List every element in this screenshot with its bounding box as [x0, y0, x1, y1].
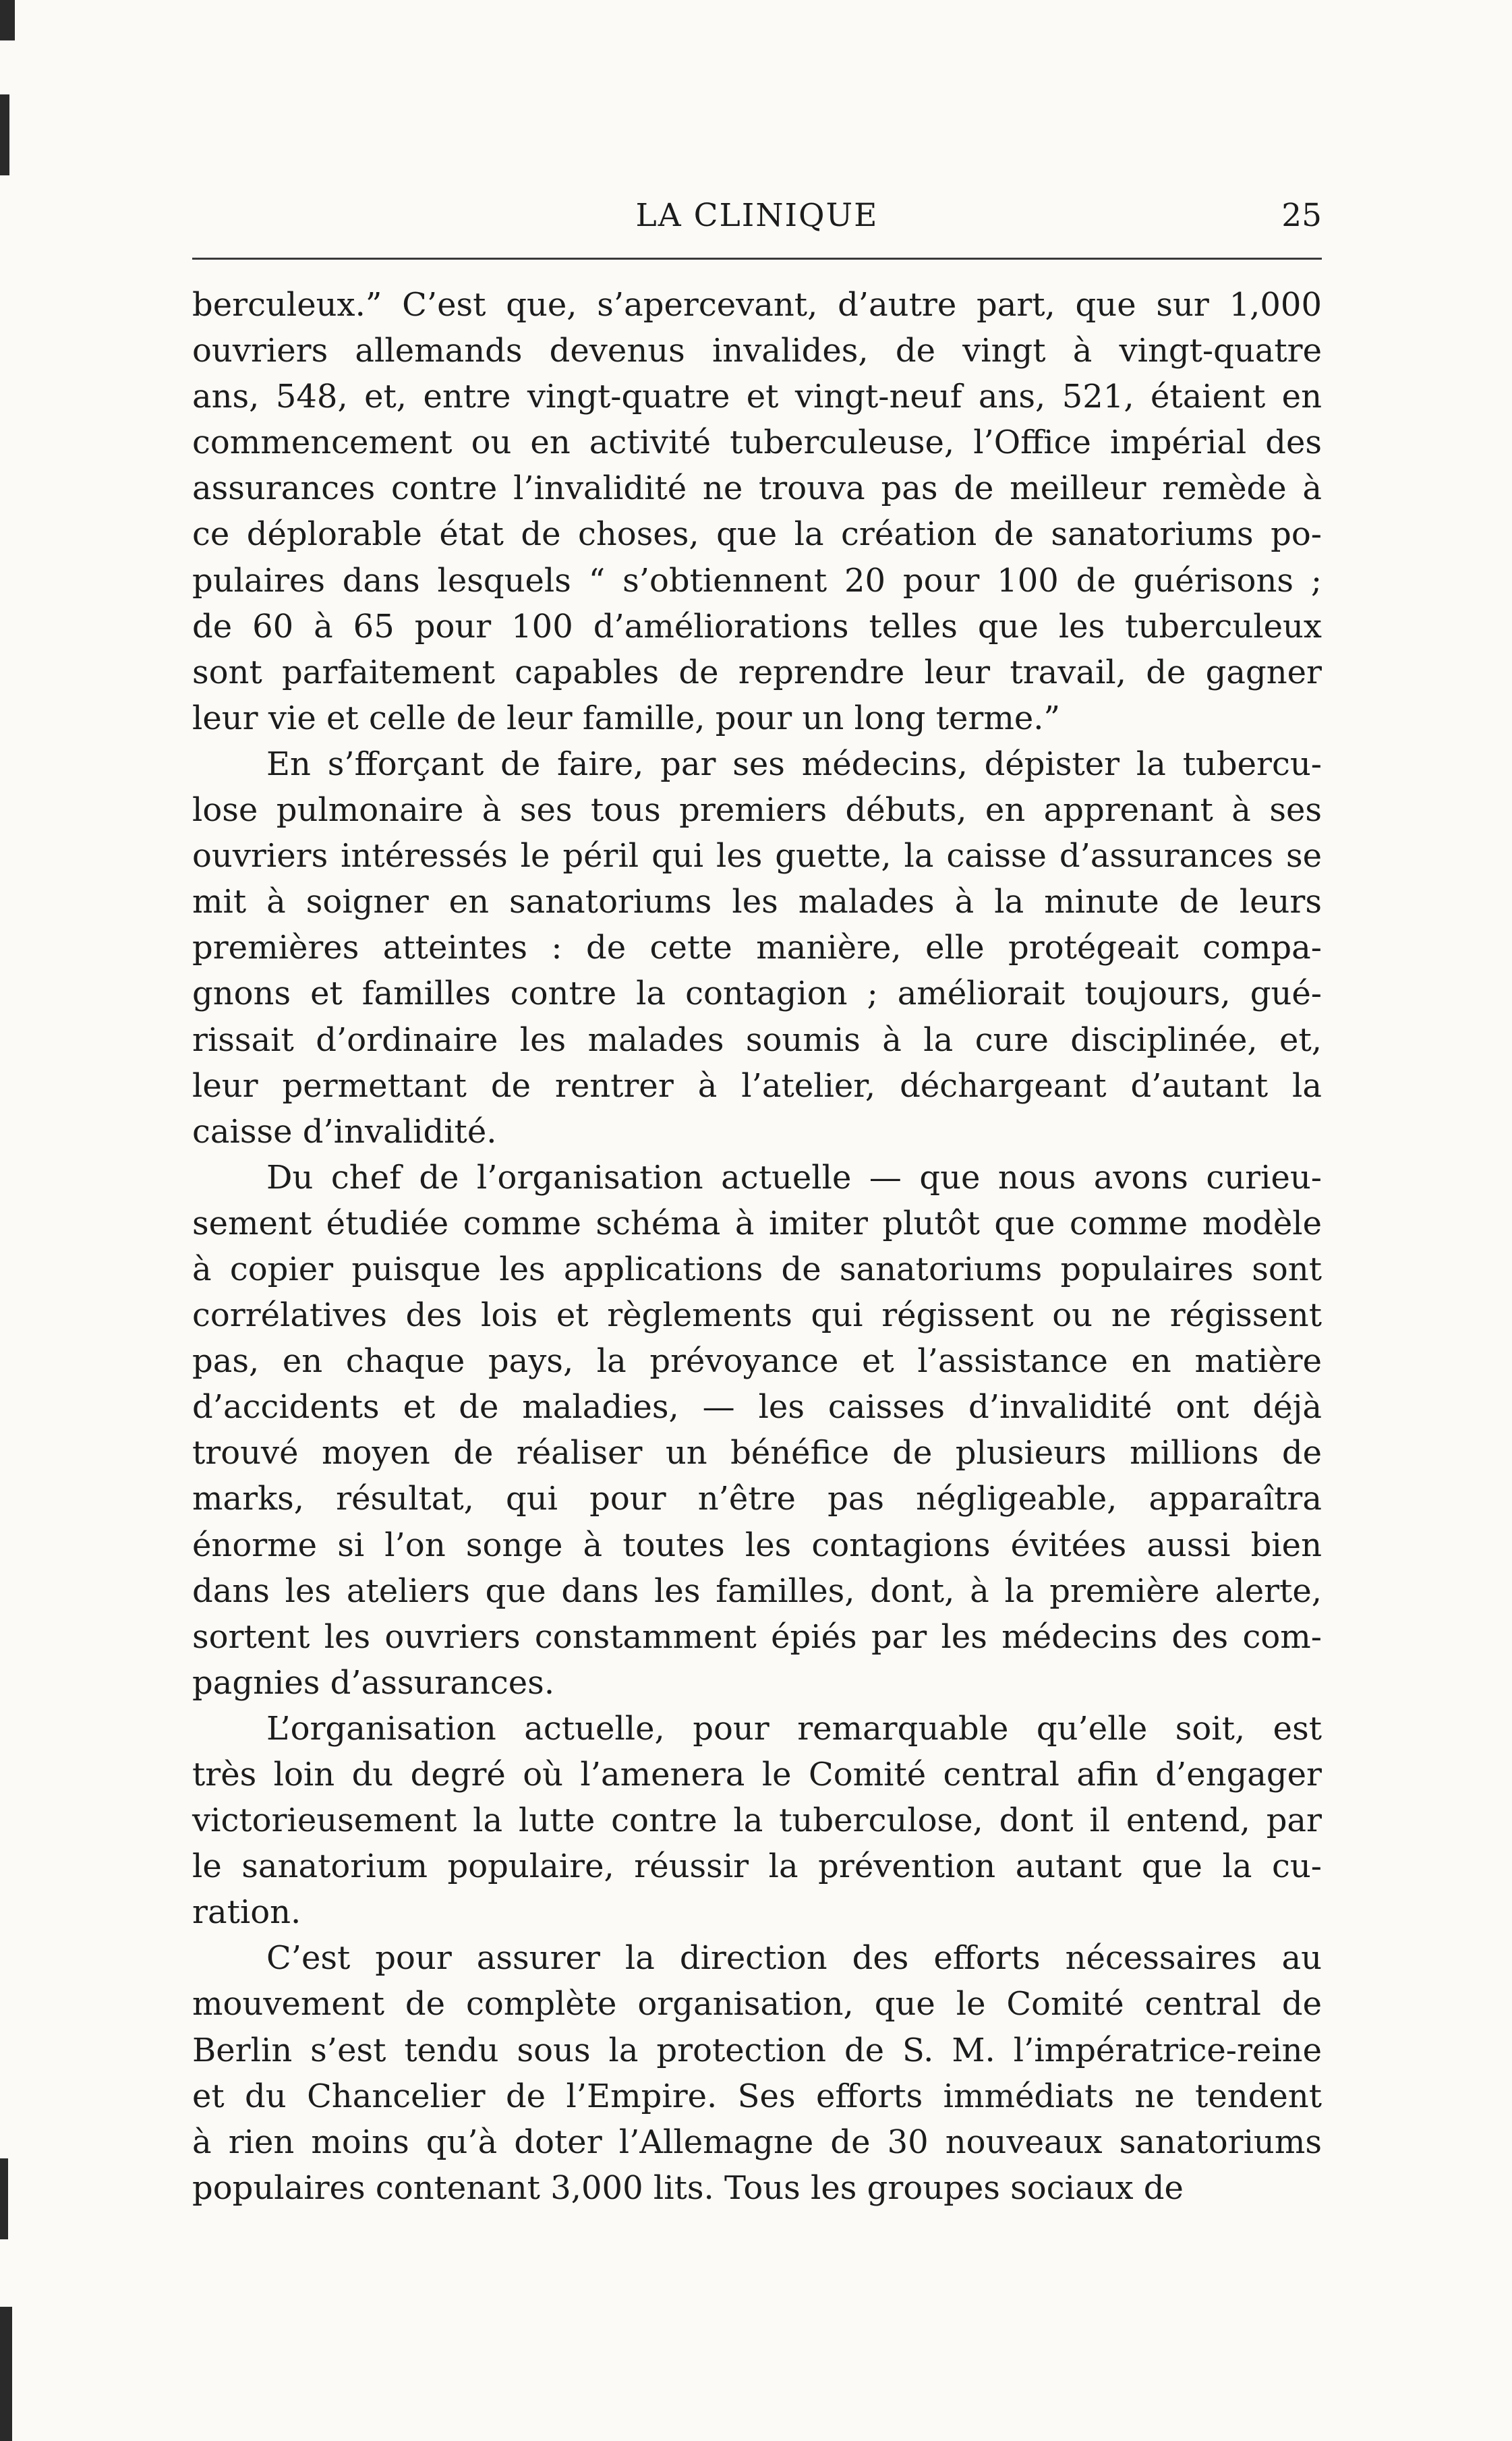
- text-line: pulaires dans lesquels “ s’obtiennent 20 pour 100 de guérisons ;: [192, 561, 1322, 600]
- text-line: Berlin s’est tendu sous la protection de S. M. l’impératrice-reine: [192, 2031, 1322, 2069]
- text-line: de 60 à 65 pour 100 d’améliorations telles que les tuberculeux: [192, 607, 1322, 645]
- text-line: ans, 548, et, entre vingt-quatre et vingt-neuf ans, 521, étaient en: [192, 378, 1322, 416]
- text-line: L’organisation actuelle, pour remarquable qu’elle soit, est: [266, 1709, 1322, 1748]
- text-line: ouvriers allemands devenus invalides, de vingt à vingt-quatre: [192, 332, 1322, 370]
- text-line: leur permettant de rentrer à l’atelier, déchargeant d’autant la: [192, 1066, 1322, 1105]
- text-line: berculeux.” C’est que, s’apercevant, d’autre part, que sur 1,000: [192, 286, 1322, 324]
- paragraph: [192, 1155, 1322, 1706]
- text-line: populaires contenant 3,000 lits. Tous les groupes sociaux de: [192, 2169, 1184, 2207]
- text-line: et du Chancelier de l’Empire. Ses efforts immédiats ne tendent: [192, 2077, 1322, 2115]
- text-line: ce déplorable état de choses, que la création de sanatoriums po-: [192, 515, 1322, 554]
- text-line: corrélatives des lois et règlements qui régissent ou ne régissent: [192, 1296, 1322, 1335]
- text-line: pas, en chaque pays, la prévoyance et l’assistance en matière: [192, 1342, 1322, 1381]
- text-line: ouvriers intéressés le péril qui les guette, la caisse d’assurances se: [192, 837, 1322, 875]
- running-title: LA CLINIQUE: [635, 197, 879, 234]
- text-line: sont parfaitement capables de reprendre leur travail, de gagner: [192, 653, 1322, 691]
- text-line: rissait d’ordinaire les malades soumis à la cure disciplinée, et,: [192, 1021, 1322, 1059]
- text-line: sortent les ouvriers constamment épiés par les médecins des com-: [192, 1617, 1322, 1656]
- text-line: mit à soigner en sanatoriums les malades à la minute de leurs: [192, 883, 1322, 921]
- text-line: trouvé moyen de réaliser un bénéfice de plusieurs millions de: [192, 1434, 1322, 1472]
- text-line: marks, résultat, qui pour n’être pas négligeable, apparaîtra: [192, 1480, 1322, 1518]
- text-line: leur vie et celle de leur famille, pour un long terme.”: [192, 699, 1061, 737]
- text-line: d’accidents et de maladies, — les caisses d’invalidité ont déjà: [192, 1388, 1322, 1427]
- text-line: victorieusement la lutte contre la tuberculose, dont il entend, par: [192, 1802, 1322, 1840]
- scan-edge-shadow: [0, 0, 27, 2441]
- text-line: En s’fforçant de faire, par ses médecins, dépister la tubercu-: [266, 745, 1322, 783]
- text-line: à rien moins qu’à doter l’Allemagne de 30 nouveaux sanatoriums: [192, 2123, 1322, 2161]
- text-line: commencement ou en activité tuberculeuse, l’Office impérial des: [192, 424, 1322, 462]
- header-rule: [192, 258, 1322, 260]
- text-line: Du chef de l’organisation actuelle — que nous avons curieu-: [266, 1158, 1322, 1197]
- text-line: énorme si l’on songe à toutes les contagions évitées aussi bien: [192, 1526, 1322, 1564]
- text-line: lose pulmonaire à ses tous premiers débuts, en apprenant à ses: [192, 791, 1322, 830]
- paragraph: [192, 741, 1322, 1155]
- text-line: mouvement de complète organisation, que le Comité central de: [192, 1985, 1322, 2023]
- paragraph: [192, 1935, 1322, 2211]
- text-line: caisse d’invalidité.: [192, 1112, 497, 1151]
- text-line: premières atteintes : de cette manière, elle protégeait compa-: [192, 929, 1322, 967]
- text-line: très loin du degré où l’amenera le Comité central afin d’engager: [192, 1756, 1322, 1793]
- text-line: dans les ateliers que dans les familles, dont, à la première alerte,: [192, 1572, 1322, 1610]
- text-line: pagnies d’assurances.: [192, 1663, 555, 1702]
- text-line: le sanatorium populaire, réussir la prévention autant que la cu-: [192, 1847, 1322, 1886]
- paragraph: [192, 282, 1322, 741]
- paragraph: [192, 1706, 1322, 1935]
- text-line: ration.: [192, 1893, 301, 1932]
- body-text: [192, 282, 1322, 2211]
- text-line: à copier puisque les applications de sanatoriums populaires sont: [192, 1250, 1322, 1288]
- running-header: [192, 197, 1322, 244]
- text-line: sement étudiée comme schéma à imiter plutôt que comme modèle: [192, 1204, 1322, 1242]
- text-line: C’est pour assurer la direction des efforts nécessaires au: [266, 1939, 1322, 1978]
- text-line: gnons et familles contre la contagion ; améliorait toujours, gué-: [192, 975, 1322, 1013]
- page-number: 25: [1281, 197, 1322, 234]
- text-line: assurances contre l’invalidité ne trouva pas de meilleur remède à: [192, 469, 1322, 508]
